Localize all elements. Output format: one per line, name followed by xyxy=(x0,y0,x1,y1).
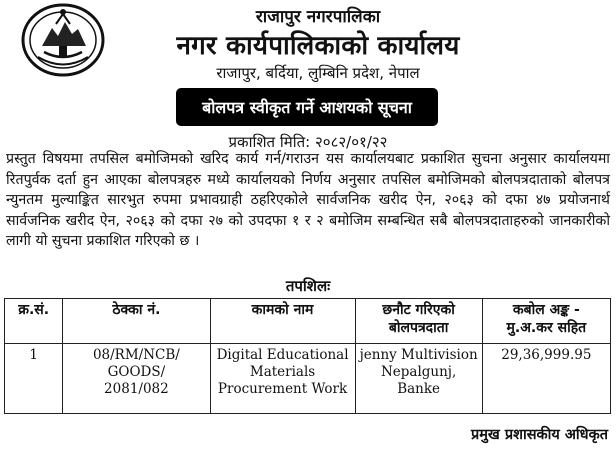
cell-bidder-line: jenny Multivision xyxy=(359,347,478,363)
header-contract-no: ठेक्का नं. xyxy=(63,299,210,344)
office-name: नगर कार्यपालिकाको कार्यालय xyxy=(176,31,460,61)
signature-designation: प्रमुख प्रशासकीय अधिकृत xyxy=(471,427,608,443)
header-amount-line1: कबोल अङ्क - xyxy=(512,302,580,318)
details-table xyxy=(4,298,611,414)
notice-title: बोलपत्र स्वीकृत गर्ने आशयको सूचना xyxy=(202,98,412,117)
office-address: राजापुर, बर्दिया, लुम्बिनि प्रदेश, नेपाल xyxy=(216,64,420,82)
cell-bidder-line: Nepalgunj, Banke xyxy=(380,364,457,397)
header-work-name: कामको नाम xyxy=(210,299,355,344)
cell-bidder xyxy=(355,344,482,414)
cell-work-name-line: Materials xyxy=(249,364,316,380)
table-row xyxy=(5,344,611,414)
header-bidder-line2: बोलपत्रदाता xyxy=(388,320,449,336)
cell-work-name-line: Procurement Work xyxy=(217,381,348,397)
cell-sn: 1 xyxy=(5,344,63,414)
municipality-name: राजापुर नगरपालिका xyxy=(255,7,381,27)
header-sn: क्र.सं. xyxy=(5,299,63,344)
cell-work-name-line: Digital Educational xyxy=(216,347,349,363)
notice-title-banner xyxy=(176,88,438,126)
cell-amount: 29,36,999.95 xyxy=(482,344,610,414)
header-bidder xyxy=(355,299,482,344)
notice-body: प्रस्तुत विषयमा तपसिल बमोजिमको खरिद कार्य गर्न/गराउन यस कार्यालयबाट प्रकाशित सुचना अनुसार कार्यालयमा रितपुर्वक दर्ता हुन आएका बोलपत्रहरु मध्ये कार्यालयको निर्णय अनुसार तपसिल बमोजिमको बोलपत्रदाताको बोलपत्र न्युनतम मुल्याङ्कित सारभुत रुपमा प्रभावग्राही ठहरिएकोले सार्वजनिक खरीद ऐन, २०६३ को दफा ४७ प्रयोजनार्थ सार्वजनिक खरीद ऐन, २०६३ को दफा २७ को उपदफा १ र २ बमोजिम सम्बन्धित सबै बोलपत्रदाताहरुको जानकारीको लागी यो सुचना प्रकाशित गरिएको छ । xyxy=(6,151,610,250)
cell-contract-no-line: 2081/082 xyxy=(104,381,169,397)
table-header-row xyxy=(5,299,611,344)
header-amount xyxy=(482,299,610,344)
cell-contract-no-line: GOODS/ xyxy=(107,364,166,380)
cell-contract-no xyxy=(63,344,210,414)
published-date: प्रकाशित मिति: २०८२/०१/२२ xyxy=(228,133,388,151)
cell-work-name xyxy=(210,344,355,414)
cell-contract-no-line: 08/RM/NCB/ xyxy=(92,347,180,363)
header-amount-line2: मु.अ.कर सहित xyxy=(506,320,587,336)
header-bidder-line1: छनौट गरिएको xyxy=(382,302,455,318)
details-title: तपशिलः xyxy=(285,277,331,295)
